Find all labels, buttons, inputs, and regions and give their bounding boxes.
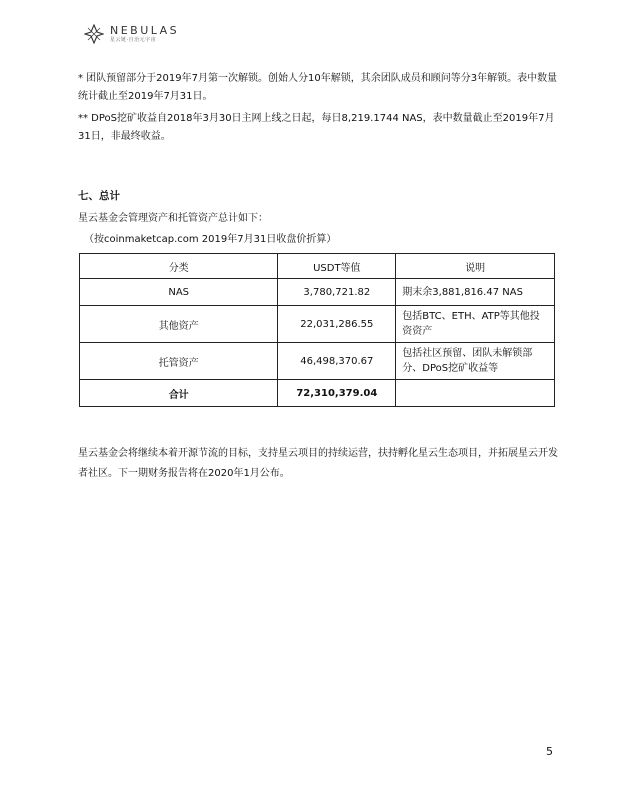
header-usdt: USDT等值 — [278, 254, 396, 279]
closing-paragraph: 星云基金会将继续本着开源节流的目标，支持星云项目的持续运营，扶持孵化星云生态项目，并拓展星云开发者社区。下一期财务报告将在2020年1月公布。 — [78, 448, 558, 479]
header — [84, 24, 179, 44]
footnote-team-unlock: * 团队预留部分于2019年7月第一次解锁。创始人分10年解锁，其余团队成员和顾问等分3年解锁。表中数量统计截止至2019年7月31日。 — [78, 73, 558, 102]
table-row — [80, 279, 555, 306]
section-summary: 星云基金会管理资产和托管资产总计如下： — [78, 213, 268, 224]
table-header-row — [80, 254, 555, 279]
row-description: 包括社区预留、团队未解锁部分、DPoS挖矿收益等 — [396, 343, 555, 380]
asset-summary-table — [79, 253, 555, 407]
row-description: 包括BTC、ETH、ATP等其他投资资产 — [396, 306, 555, 343]
row-amount: 3,780,721.82 — [278, 279, 396, 306]
logo-tagline: 星云链·自治元宇宙 — [110, 37, 157, 43]
total-amount: 72,310,379.04 — [278, 380, 396, 407]
table-row — [80, 306, 555, 343]
total-description — [396, 380, 555, 407]
row-category: 其他资产 — [80, 306, 278, 343]
logo-name: NEBULAS — [110, 24, 180, 37]
price-basis-note: （按coinmaketcap.com 2019年7月31日收盘价折算） — [84, 234, 337, 245]
table-row — [80, 343, 555, 380]
row-amount: 46,498,370.67 — [278, 343, 396, 380]
header-description: 说明 — [396, 254, 555, 279]
row-amount: 22,031,286.55 — [278, 306, 396, 343]
page-number: 5 — [546, 745, 553, 758]
footnote-dpos-mining: ** DPoS挖矿收益自2018年3月30日主网上线之日起，每日8,219.1744 NAS，表中数量截止至2019年7月31日，非最终收益。 — [78, 113, 555, 142]
logo-text — [110, 25, 179, 43]
total-label: 合计 — [80, 380, 278, 407]
section-title: 七、总计 — [78, 190, 120, 202]
row-category: NAS — [80, 279, 278, 306]
nebulas-logo-icon — [84, 24, 104, 44]
header-category: 分类 — [80, 254, 278, 279]
table-total-row — [80, 380, 555, 407]
row-description: 期末余3,881,816.47 NAS — [396, 279, 555, 306]
row-category: 托管资产 — [80, 343, 278, 380]
